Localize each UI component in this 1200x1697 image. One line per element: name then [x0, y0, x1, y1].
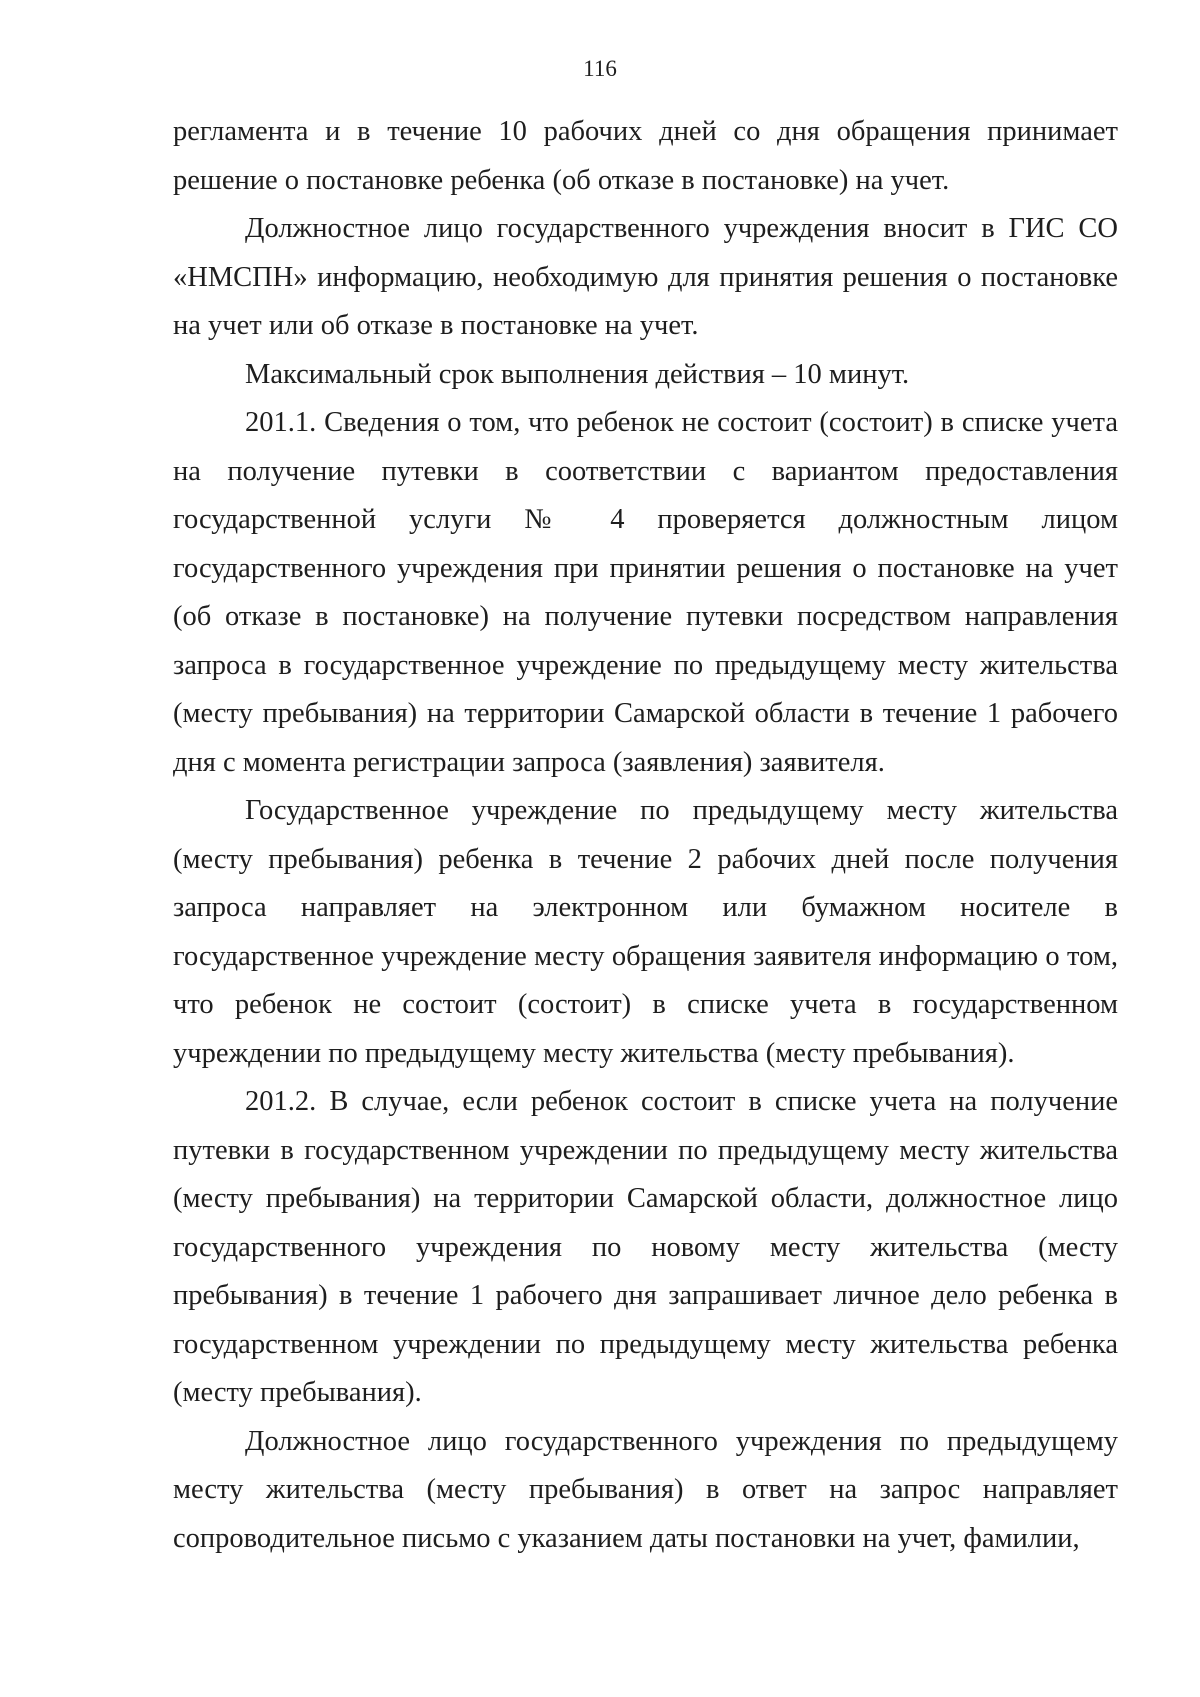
- paragraph-201-1: 201.1. Сведения о том, что ребенок не состоит (состоит) в списке учета на получение путевки в соответствии с вариантом предоставления государственной услуги № 4 проверяется должностным лицом государственного учреждения при принятии решения о постановке на учет (об отказе в постановке) на получение путевки посредством направления запроса в государственное учреждение по предыдущему месту жительства (месту пребывания) на территории Самарской области в течение 1 рабочего дня с момента регистрации запроса (заявления) заявителя.: [173, 407, 1118, 778]
- paragraph-official-reply: Должностное лицо государственного учреждения по предыдущему месту жительства (месту пребывания) в ответ на запрос направляет сопроводительное письмо с указанием даты постановки на учет, фамилии,: [173, 1425, 1118, 1554]
- paragraph-gis-info: Должностное лицо государственного учреждения вносит в ГИС СО «НМСПН» информацию, необходимую для принятия решения о постановке на учет или об отказе в постановке на учет.: [173, 213, 1118, 341]
- paragraph-continuation: регламента и в течение 10 рабочих дней со дня обращения принимает решение о постановке ребенка (об отказе в постановке) на учет.: [173, 116, 1118, 196]
- paragraph-max-time: Максимальный срок выполнения действия – 10 минут.: [245, 358, 910, 390]
- paragraph-previous-institution: Государственное учреждение по предыдущему месту жительства (месту пребывания) ребенка в течение 2 рабочих дней после получения запроса направляет на электронном или бумажном носителе в государственное учреждение месту обращения заявителя информацию о том, что ребенок не состоит (состоит) в списке учета в государственном учреждении по предыдущему месту жительства (месту пребывания).: [173, 795, 1118, 1069]
- page-number: 116: [583, 56, 617, 81]
- paragraph-201-2: 201.2. В случае, если ребенок состоит в списке учета на получение путевки в государственном учреждении по предыдущему месту жительства (месту пребывания) на территории Самарской области, должностное лицо государственного учреждения по новому месту жительства (месту пребывания) в течение 1 рабочего дня запрашивает личное дело ребенка в государственном учреждении по предыдущему месту жительства ребенка (месту пребывания).: [173, 1086, 1118, 1408]
- document-body: [173, 108, 1118, 1563]
